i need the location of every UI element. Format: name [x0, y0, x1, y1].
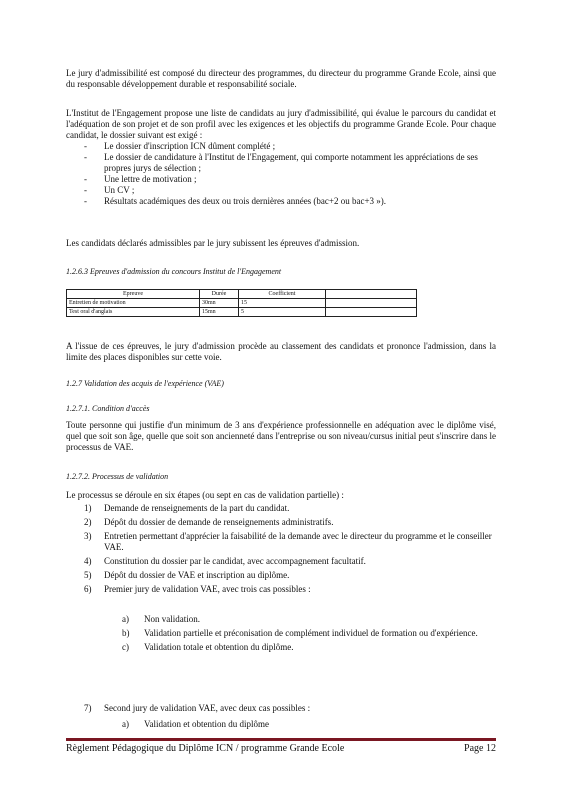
list-marker: -	[84, 152, 87, 162]
list-item: 1) Demande de renseignements de la part du candidat.	[84, 503, 290, 513]
list-item: c) Validation totale et obtention du diplôme.	[122, 642, 294, 652]
list-marker: -	[84, 174, 87, 184]
document-page	[66, 0, 496, 800]
table-cell: 5	[239, 308, 326, 317]
process-steps-list	[66, 503, 496, 598]
list-marker: -	[84, 185, 87, 195]
step-marker: 1)	[84, 503, 92, 513]
table-header-cell: Epreuve	[67, 290, 200, 299]
table-cell: 15	[239, 299, 326, 308]
list-item: - Le dossier d'inscription ICN dûment complété ;	[84, 141, 276, 151]
step-marker: 2)	[84, 517, 92, 527]
list-item: - Une lettre de motivation ;	[84, 174, 197, 184]
page-number: Page 12	[464, 743, 496, 754]
table-header-cell: Coefficient	[239, 290, 326, 299]
list-item: a) Validation et obtention du diplôme	[122, 719, 269, 729]
step-marker: 5)	[84, 570, 92, 580]
list-item: 4) Constitution du dossier par le candidat, avec accompagnement facultatif.	[84, 556, 366, 566]
paragraph-processus: Le processus se déroule en six étapes (ou sept en cas de validation partielle) :	[66, 490, 344, 500]
table-header-cell: Durée	[200, 290, 239, 299]
list-item: a) Non validation.	[122, 614, 200, 624]
table-cell: 30mn	[200, 299, 239, 308]
footer-divider	[66, 738, 496, 741]
table-cell: Entretien de motivation	[67, 299, 200, 308]
paragraph-institut-engagement: L'Institut de l'Engagement propose une liste de candidats au jury d'admissibilité, qui évalue le parcours du candidat et l'adéquation de son projet et de son profil avec les exigences et les objectifs du programme Grande Ecole. Pour chaque candidat, le dossier suivant est exigé :	[66, 108, 496, 140]
table-row	[67, 299, 417, 308]
table-header-row	[67, 290, 417, 299]
table-cell: 15mn	[200, 308, 239, 317]
case-marker: a)	[122, 614, 129, 624]
case-marker: b)	[122, 628, 130, 638]
table-row	[67, 308, 417, 317]
heading-1-2-7-1: 1.2.7.1. Condition d'accès	[66, 404, 150, 413]
step-marker: 3)	[84, 531, 92, 541]
list-item: 3) Entretien permettant d'apprécier la faisabilité de la demande avec le directeur du programme et le conseiller VAE.	[84, 531, 492, 552]
step-marker: 4)	[84, 556, 92, 566]
case-marker: c)	[122, 642, 129, 652]
admission-tests-table	[66, 289, 417, 317]
table-cell: Test oral d'anglais	[67, 308, 200, 317]
list-item: - Un CV ;	[84, 185, 135, 195]
list-marker: -	[84, 141, 87, 151]
paragraph-jury-admission: A l'issue de ces épreuves, le jury d'admission procède au classement des candidats et prononce l'admission, dans la limite des places disponibles sur cette voie.	[66, 341, 496, 362]
dossier-list	[66, 141, 496, 207]
heading-1-2-6-3: 1.2.6.3 Epreuves d'admission du concours Institut de l'Engagement	[66, 267, 282, 276]
paragraph-candidats-admissibles: Les candidats déclarés admissibles par le jury subissent les épreuves d'admission.	[66, 238, 360, 248]
list-item: - Le dossier de candidature à l'Institut de l'Engagement, qui comporte notamment les appréciations de ses propres jurys de sélection ;	[84, 152, 478, 173]
paragraph-conditions-vae: Toute personne qui justifie d'un minimum de 3 ans d'expérience professionnelle en adéquation avec le diplôme visé, quel que soit son âge, quelle que soit son ancienneté dans l'entreprise ou son niveau/cursus initial peut s'inscrire dans le processus de VAE.	[66, 420, 496, 452]
list-item: 6) Premier jury de validation VAE, avec trois cas possibles :	[84, 584, 311, 594]
step6-cases-list	[66, 614, 496, 656]
list-item: 7) Second jury de validation VAE, avec deux cas possibles :	[84, 703, 311, 713]
table-header-cell	[326, 290, 417, 299]
list-item: 2) Dépôt du dossier de demande de renseignements administratifs.	[84, 517, 334, 527]
list-item: - Résultats académiques des deux ou trois dernières années (bac+2 ou bac+3 »).	[84, 196, 387, 206]
footer-title: Règlement Pédagogique du Diplôme ICN / programme Grande Ecole	[66, 743, 345, 754]
paragraph-jury-admissibilite: Le jury d'admissibilité est composé du directeur des programmes, du directeur du programme Grande Ecole, ainsi que du responsable développement durable et responsabilité sociale.	[66, 68, 496, 89]
step-marker: 6)	[84, 584, 92, 594]
table-cell	[326, 308, 417, 317]
step-marker: 7)	[84, 703, 92, 713]
heading-1-2-7: 1.2.7 Validation des acquis de l'expérience (VAE)	[66, 379, 224, 388]
process-steps-list-continued	[66, 703, 496, 717]
case-marker: a)	[122, 719, 129, 729]
list-item: b) Validation partielle et préconisation de complément individuel de formation ou d'expérience.	[122, 628, 478, 638]
table-cell	[326, 299, 417, 308]
step7-cases-list	[66, 719, 496, 733]
list-item: 5) Dépôt du dossier de VAE et inscription au diplôme.	[84, 570, 290, 580]
heading-1-2-7-2: 1.2.7.2. Processus de validation	[66, 472, 169, 481]
list-marker: -	[84, 196, 87, 206]
